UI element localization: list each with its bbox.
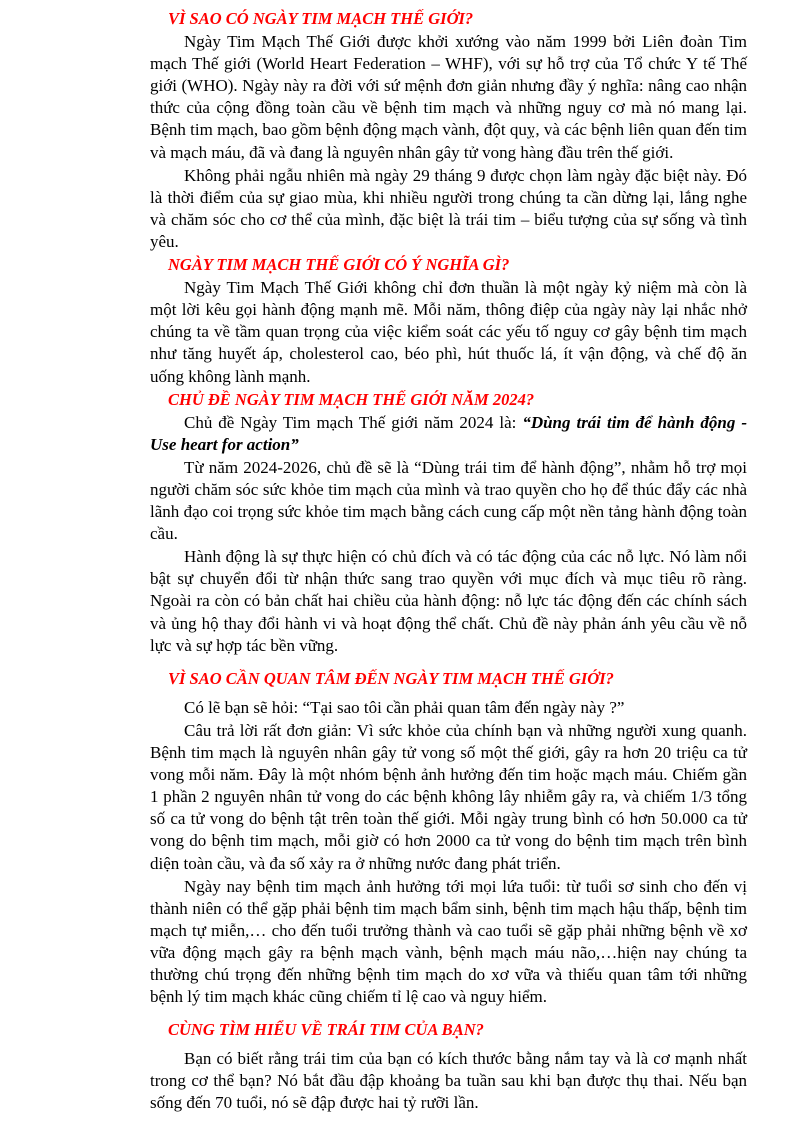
rich-paragraph-group — [150, 412, 747, 657]
section-heading: NGÀY TIM MẠCH THẾ GIỚI CÓ Ý NGHĨA GÌ? — [168, 255, 510, 275]
paragraph: Hành động là sự thực hiện có chủ đích và có tác động của các nỗ lực. Nó làm nổi bật sự chuyển đổi từ nhận thức sang trao quyền với mục đích và mục tiêu rõ ràng. Ngoài ra còn có bản chất hai chiều của hành động: nỗ lực tác động đến các chính sách và ủng hộ thay đổi hành vi và hoạt động thể chất. Chủ đề này phản ánh yêu cầu về nỗ lực và sự hợp tác bền vững. — [150, 547, 747, 655]
section-heading: CHỦ ĐỀ NGÀY TIM MẠCH THẾ GIỚI NĂM 2024? — [168, 389, 535, 409]
paragraph: Bạn có biết rằng trái tim của bạn có kích thước bằng nắm tay và là cơ mạnh nhất trong cơ thể bạn? Nó bắt đầu đập khoảng ba tuần sau khi bạn được thụ thai. Nếu bạn sống đến 70 tuổi, nó sẽ đập được hai tỷ rưỡi lần. — [150, 1049, 747, 1113]
paragraph: Ngày Tim Mạch Thế Giới không chỉ đơn thuần là một ngày kỷ niệm mà còn là một lời kêu gọi hành động mạnh mẽ. Mỗi năm, thông điệp của ngày này lại nhắc nhở chúng ta về tầm quan trọng của việc kiểm soát các yếu tố nguy cơ gây bệnh tim mạch như tăng huyết áp, cholesterol cao, béo phì, hút thuốc lá, ít vận động, và chế độ ăn uống không lành mạnh. — [150, 278, 747, 386]
paragraph: Chủ đề Ngày Tim mạch Thế giới năm 2024 là: “Dùng trái tim để hành động - Use heart for action” — [150, 412, 748, 454]
paragraph: Ngày nay bệnh tim mạch ảnh hưởng tới mọi lứa tuổi: từ tuổi sơ sinh cho đến vị thành niên có thể gặp phải bệnh tim mạch bẩm sinh, bệnh tim mạch hậu thấp, bệnh tim mạch tự miễn,… cho đến tuổi trưởng thành và cao tuổi sẽ gặp phải những bệnh về xơ vữa động mạch gây ra bệnh mạch vành, bệnh mạch máu não,…hiện nay chúng ta thường chú trọng đến những bệnh tim mạch do xơ vữa và thiếu quan tâm tới những bệnh lý tim mạch khác cũng chiếm tỉ lệ cao và nguy hiểm. — [150, 876, 747, 1007]
paragraph: Câu trả lời rất đơn giản: Vì sức khỏe của chính bạn và những người xung quanh. Bệnh tim mạch là nguyên nhân gây tử vong số một thế giới, gây ra hơn 20 triệu ca tử vong mỗi năm. Đây là một nhóm bệnh ảnh hưởng đến tim hoặc mạch máu. Chiếm gần 1 phần 2 nguyên nhân tử vong do các bệnh không lây nhiễm gây ra, và chiếm 1/3 tổng số ca tử vong do bệnh tật trên toàn thế giới. Mỗi ngày trung bình có hơn 50.000 ca tử vong do bệnh tim mạch, mỗi giờ có hơn 2000 ca tử vong do bệnh tim mạch trên bình diện toàn cầu, và đa số xảy ra ở những nước đang phát triển. — [150, 720, 747, 873]
section-why-world-heart-day — [150, 8, 747, 253]
paragraph: Từ năm 2024-2026, chủ đề sẽ là “Dùng trái tim để hành động”, nhằm hỗ trợ mọi người chăm sóc sức khỏe tim mạch của mình và trao quyền cho họ để thúc đẩy các nhà lãnh đạo coi trọng sức khỏe tim mạch bằng cách cung cấp một nền tảng hành động toàn cầu. — [150, 457, 747, 544]
section-meaning — [150, 254, 747, 388]
section-learn-about-heart — [150, 1019, 747, 1114]
section-why-care — [150, 668, 747, 1008]
section-heading: VÌ SAO CÓ NGÀY TIM MẠCH THẾ GIỚI? — [168, 9, 474, 28]
paragraph: Ngày Tim Mạch Thế Giới được khởi xướng vào năm 1999 bởi Liên đoàn Tim mạch Thế giới (World Heart Federation – WHF), với sự hỗ trợ của Tổ chức Y tế Thế giới (WHO). Ngày này ra đời với sứ mệnh đơn giản nhưng đầy ý nghĩa: nâng cao nhận thức của cộng đồng toàn cầu về bệnh tim mạch và những nguy cơ mà nó mang lại. Bệnh tim mạch, bao gồm bệnh động mạch vành, đột quỵ, và các bệnh liên quan đến tim và mạch máu, đã và đang là nguyên nhân gây tử vong hàng đầu trên thế giới. — [150, 32, 747, 162]
section-heading: VÌ SAO CẦN QUAN TÂM ĐẾN NGÀY TIM MẠCH THẾ GIỚI? — [168, 668, 614, 688]
paragraph: Có lẽ bạn sẽ hỏi: “Tại sao tôi cần phải quan tâm đến ngày này ?” — [184, 697, 625, 717]
section-spacer — [150, 658, 747, 668]
section-theme-2024 — [150, 389, 747, 657]
paragraph: Không phải ngẫu nhiên mà ngày 29 tháng 9 được chọn làm ngày đặc biệt này. Đó là thời điểm của sự giao mùa, khi nhiều người trong chúng ta cần dừng lại, lắng nghe và chăm sóc cho cơ thể của mình, đặc biệt là trái tim – biểu tượng của sự sống và tình yêu. — [150, 165, 747, 251]
section-heading: CÙNG TÌM HIỂU VỀ TRÁI TIM CỦA BẠN? — [168, 1020, 484, 1040]
section-spacer — [150, 1009, 747, 1019]
